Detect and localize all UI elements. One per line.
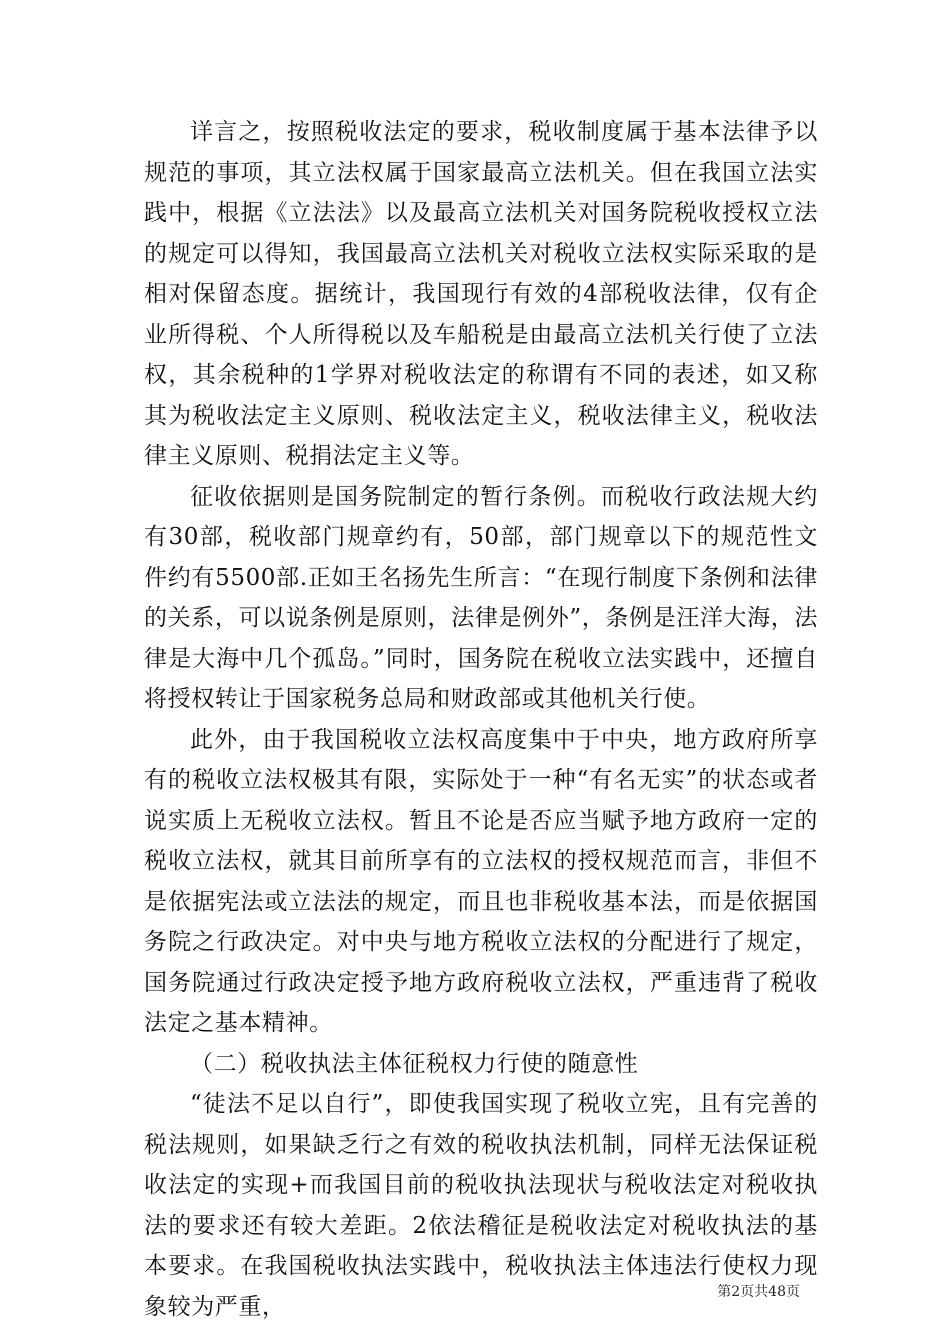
paragraph-4: “徒法不足以自行”，即使我国实现了税收立宪，且有完善的税法规则，如果缺乏行之有效的税收执法机制，同样无法保证税收法定的实现+而我国目前的税收执法现状与税收法定对税收执法的要求还有较大差距。2依法稽征是税收法定对税收执法的基本要求。在我国税收执法实践中，税收执法主体违法行使权力现象较为严重， [144, 1091, 818, 1320]
page-number: 第2页共48页 [717, 1284, 800, 1300]
body-text [144, 112, 818, 1327]
paragraph-3: 此外，由于我国税收立法权高度集中于中央，地方政府所享有的税收立法权极其有限，实际处于一种“有名无实”的状态或者说实质上无税收立法权。暂且不论是否应当赋予地方政府一定的税收立法权，就其目前所享有的立法权的授权规范而言，非但不是依据宪法或立法法的规定，而且也非税收基本法，而是依据国务院之行政决定。对中央与地方税收立法权的分配进行了规定，国务院通过行政决定授予地方政府税收立法权，严重违背了税收法定之基本精神。 [144, 726, 818, 1036]
paragraph-1: 详言之，按照税收法定的要求，税收制度属于基本法律予以规范的事项，其立法权属于国家最高立法机关。但在我国立法实践中，根据《立法法》以及最高立法机关对国务院税收授权立法的规定可以得知，我国最高立法机关对税收立法权实际采取的是相对保留态度。据统计，我国现行有效的4部税收法律，仅有企业所得税、个人所得税以及车船税是由最高立法机关行使了立法权，其余税种的1学界对税收法定的称谓有不同的表述，如又称其为税收法定主义原则、税收法定主义，税收法律主义，税收法律主义原则、税捐法定主义等。 [144, 119, 818, 469]
section-heading: （二）税收执法主体征税权力行使的随意性 [190, 1050, 639, 1077]
paragraph-2: 征收依据则是国务院制定的暂行条例。而税收行政法规大约有30部，税收部门规章约有，50部，部门规章以下的规范性文件约有5500部.正如王名扬先生所言：“在现行制度下条例和法律的关系，可以说条例是原则，法律是例外”，条例是汪洋大海，法律是大海中几个孤岛。”同时，国务院在税收立法实践中，还擅自将授权转让于国家税务总局和财政部或其他机关行使。 [144, 483, 818, 712]
